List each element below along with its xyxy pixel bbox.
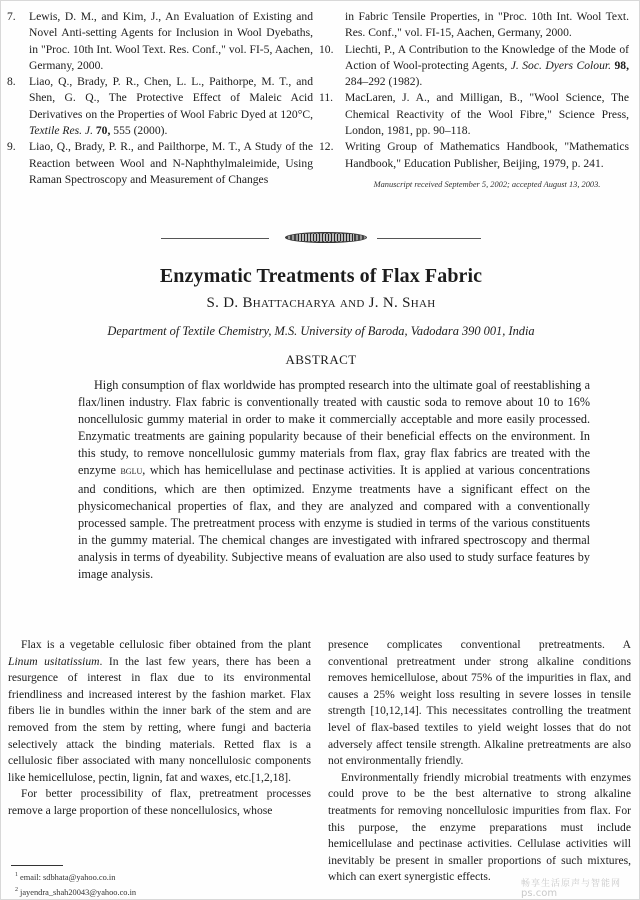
reference-number: 8. — [7, 75, 16, 89]
footnote-email: jayendra_shah20043@yahoo.co.in — [20, 887, 137, 897]
divider-line-left — [161, 238, 269, 239]
abstract-heading: ABSTRACT — [285, 352, 357, 367]
footnote-mark: 2 — [15, 886, 18, 893]
reference-number: 10. — [319, 42, 334, 56]
abstract-text-part: High consumption of flax worldwide has prompted research into the ultimate goal of reestablishing a flax/linen industry. Flax fabric is conventionally treated with caustic soda to remove about 10 to 16% noncellulosic gummy material in order to make it commercially acceptable and more easily processed. Enzymatic treatments are gaining popularity because of their beneficial effects on the environment. In this study, to remove noncellulosic gummy materials from flax, gray flax fabrics are treated with the enzyme — [78, 378, 590, 478]
reference-item — [319, 42, 629, 91]
references-left-column — [7, 9, 313, 188]
abstract-text — [78, 377, 590, 583]
abstract-text-part: , which has hemicellulase and pectinase activities. It is applied at various concentrations and conditions, which are then optimized. Enzyme treatments have a significant effect on the physicomechanical properties of flax, and they are analyzed and compared with a conventionally processed sample. The pretreatment process with enzyme is studied in terms of the various constituents in the gummy material. The chemical changes are investigated with infrared spectroscopy and thermal analysis in terms of dyeability. Subjective means of evaluation are also used to study surface features by image analysis. — [78, 463, 590, 582]
reference-number: 7. — [7, 10, 16, 23]
body-paragraph — [8, 637, 311, 786]
manuscript-received-note: Manuscript received September 5, 2002; accepted August 13, 2003. — [373, 179, 601, 189]
footnote-item — [15, 884, 136, 899]
article-authors: S. D. Bhattacharya and J. N. Shah — [206, 295, 436, 311]
reference-continuation — [323, 9, 629, 42]
body-right-column — [328, 637, 631, 886]
reference-item — [319, 139, 629, 172]
species-name: Linum usitatissium — [8, 654, 100, 668]
references-right-column — [319, 9, 629, 193]
reference-item — [7, 9, 313, 74]
reference-number: 9. — [7, 140, 16, 154]
body-left-column — [8, 637, 311, 820]
reference-text: 284–292 (1982). — [345, 75, 423, 89]
reference-number: 11. — [319, 91, 334, 105]
author-affiliation: Department of Textile Chemistry, M.S. University of Baroda, Vadodara 390 001, India — [107, 324, 535, 338]
reference-text: 555 (2000). — [110, 124, 168, 138]
ornament-icon — [285, 232, 367, 243]
body-paragraph: For better processibility of flax, pretreatment processes remove a large proportion of these noncellulosics, whose — [8, 787, 311, 817]
paragraph-text: . In the last few years, there has been a resurgence of interest in flax due to its environmental friendliness and increased interest by the fashion market. Flax fibers lie in bundles within the inner bark of the stem and are removed from the stem by retting, where fungi and bacteria selectively attack the binding materials. Retted flax is a cellulosic fiber associated with many noncellulosic components like hemicellulose, pectin, lignin, fat and waxes, etc.[1,2,18]. — [8, 654, 311, 784]
journal-name: Textile Res. J. — [29, 124, 93, 138]
reference-item — [7, 139, 313, 188]
reference-text: Liechti, P., A Contribution to the Knowledge of the Mode of Action of Wool-protecting Agents, — [345, 42, 629, 72]
volume-number: 98, — [614, 58, 629, 72]
body-paragraph: presence complicates conventional pretreatments. A conventional pretreatment under strong alkaline conditions removes hemicellulose, about 75% of the impurities in flax, and causes a 25% weight loss resulting in severe losses in tensile strength [10,12,14]. This necessitates controlling the treatment level of flax-based textiles to yield weight losses that do not adversely affect tensile strength. Alkaline pretreatments are also not environmentally friendly. — [328, 638, 631, 768]
footnote-email: email: sdbhata@yahoo.co.in — [20, 872, 116, 882]
footnote-rule — [11, 865, 63, 866]
volume-number: 70, — [95, 124, 111, 138]
reference-item — [7, 74, 313, 139]
footnotes — [15, 869, 136, 899]
reference-text: Liao, Q., Brady, P. R., Chen, L. L., Paithorpe, M. T., and Shen, G. Q., The Protective Effect of Maleic Acid Derivatives on the Properties of Wool Fabric Dyed at 120°C, — [29, 75, 313, 121]
reference-text: Liao, Q., Brady, P. R., and Pailthorpe, M. T., A Study of the Reaction between Wool and N-Naphthylmaleimide, Using Raman Spectroscopy and Measurement of Changes — [29, 140, 313, 186]
article-title: Enzymatic Treatments of Flax Fabric — [159, 265, 483, 287]
watermark-text: ps.com — [521, 888, 558, 899]
reference-text: Lewis, D. M., and Kim, J., An Evaluation of Existing and Novel Anti-setting Agents for Inclusion in Wool Dyebaths, in "Proc. 10th Int. Wool Text. Res. Conf.," vol. FI-5, Aachen, Germany, 2000. — [29, 10, 313, 72]
paragraph-text: Flax is a vegetable cellulosic fiber obtained from the plant — [21, 638, 311, 651]
footnote-mark: 1 — [15, 872, 18, 878]
enzyme-name: bglu — [120, 465, 143, 478]
watermark — [521, 879, 621, 899]
reference-item — [319, 90, 629, 139]
watermark-text: 畅享生活原声与智能网 — [521, 879, 622, 889]
section-divider-ornament — [161, 232, 481, 244]
body-paragraph: Environmentally friendly microbial treatments with enzymes could prove to be the best alternative to strong alkaline treatments for removing noncellulosic impurities from flax. For this purpose, the enzyme preparations must include hemicellulase and pectinase activities. Cellulase activities will inevitably be present in smaller proportions of such mixtures, which can exert synergistic effects. — [328, 770, 631, 884]
reference-text: MacLaren, J. A., and Milligan, B., "Wool Science, The Chemical Reactivity of the Wool Fibre," Science Press, London, 1981, pp. 90–118. — [345, 91, 629, 138]
journal-name: J. Soc. Dyers Colour. — [510, 58, 611, 72]
reference-number: 12. — [319, 140, 334, 154]
reference-text: in Fabric Tensile Properties, in "Proc. 10th Int. Wool Text. Res. Conf.," vol. FI-15, Aachen, Germany, 2000. — [345, 10, 629, 40]
reference-text: Writing Group of Mathematics Handbook, "Mathematics Handbook," Education Publisher, Beijing, 1979, p. 241. — [345, 140, 629, 170]
footnote-item — [15, 869, 136, 884]
divider-line-right — [377, 238, 481, 239]
